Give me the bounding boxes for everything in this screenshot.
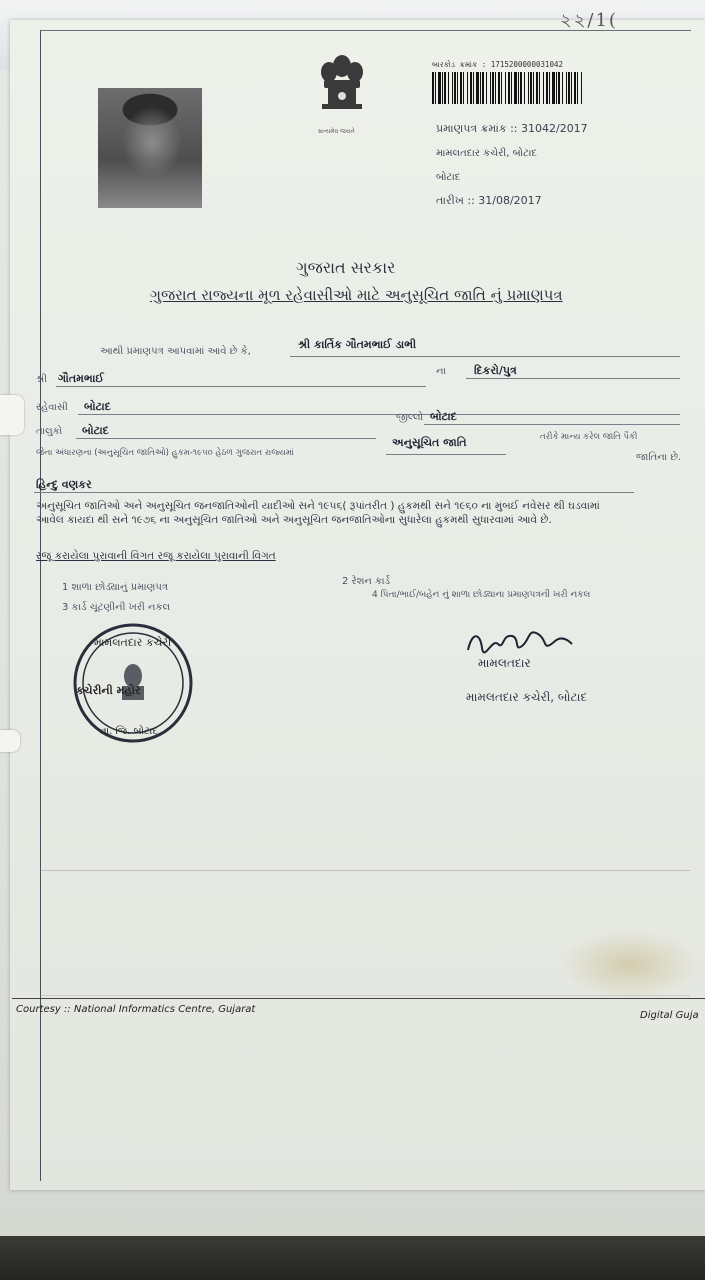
barcode-bar [524,72,525,104]
barcode-bar [460,72,462,104]
barcode-bar [498,72,500,104]
barcode-bar [448,72,449,104]
document-item: 4 પિતા/ભાઈ/બહેન નું શાળા છોડ્યાના પ્રમાણપત્રની ખરી નકલ [372,590,591,600]
barcode-bar [546,72,548,104]
place: બોટાદ [436,172,461,183]
barcode-bar [536,72,538,104]
barcode-bar [457,72,458,104]
barcode-bar [549,72,550,104]
barcode-bar [533,72,534,104]
taluka-label: તાલુકો [36,426,63,437]
document-item: 1 શાળા છોડ્યાનું પ્રમાણપત્ર [62,582,168,593]
intro-label: આથી પ્રમાણપત્ર આપવામાં આવે છે કે, [100,346,251,357]
barcode-bar [438,72,441,104]
caste-value: હિન્દુ વણકર [36,478,92,491]
footer-divider [12,998,705,999]
barcode-bar [520,72,522,104]
fold-line [40,995,690,996]
barcode-bar [511,72,512,104]
barcode-bar [467,72,468,104]
barcode-bar [435,72,436,104]
barcode-bar [562,72,563,104]
barcode-bar [543,72,544,104]
seal-middle-text: કચેરીની મહોર [76,684,141,697]
barcode-bar [574,72,576,104]
courtesy-text: Courtesy :: National Informatics Centre, Gujarat [16,1004,256,1015]
national-emblem-icon [312,52,372,122]
fold-line [40,870,690,871]
paper-clip [0,730,20,752]
barcode-bar [470,72,472,104]
barcode-bar [495,72,496,104]
resident-label: રહેવાસી [36,402,68,413]
issue-date: તારીખ :: 31/08/2017 [436,194,542,207]
barcode-bar [463,72,464,104]
father-name: ગૌતમભાઈ [58,372,104,385]
document-item: 2 રેશન કાર્ડ [342,576,391,587]
barcode-bar [432,72,434,104]
document-subtitle: ગુજરાત રાજ્યના મૂળ રહેવાસીઓ માટે અનુસૂચિત જાતિ નું પ્રમાણપત્ર [150,286,563,304]
underline [424,424,680,425]
emblem-caption: સત્યમેવ જયતે [318,128,355,135]
barcode-bar [492,72,494,104]
issuing-office: મામલતદાર કચેરી, બોટાદ [436,148,537,159]
document-title: ગુજરાત સરકાર [296,258,396,277]
barcode-bar [480,72,481,104]
underline [76,438,376,439]
bottom-surface [0,1236,705,1280]
documents-heading: રજૂ કરાયેલા પુરાવાની વિગત રજૂ કરાયેલા પુરાવાની વિગત [36,550,276,562]
underline [34,492,634,493]
father-prefix: શ્રી [36,374,48,385]
barcode-bar [476,72,479,104]
document-item: 3 કાર્ડ ચૂંટણીની ખરી નકલ [62,602,171,613]
barcode-bar [568,72,570,104]
certificate-number: પ્રમાણપત્ર ક્રમાંક :: 31042/2017 [436,122,588,135]
underline [56,386,426,387]
district-label: જીલ્લો [396,412,424,423]
paper-stain [560,930,700,1000]
taluka-value: બોટાદ [82,424,109,437]
barcode-bar [530,72,532,104]
barcode-bar [518,72,519,104]
barcode-bar [514,72,517,104]
barcode-bar [444,72,446,104]
underline [466,378,680,379]
barcode [432,72,584,104]
barcode-number: બારકોડ ક્રમાંક : 1715200000031042 [432,60,564,69]
digital-gujarat-text: Digital Guja [640,1010,699,1021]
underline [386,454,506,455]
barcode-bar [454,72,456,104]
barcode-bar [539,72,540,104]
recognized-text: તરીકે માન્ય કરેલ જાતિ પૈકી [540,432,638,442]
seal-bottom-text: તા. જિ. બોટાદ [100,726,158,737]
category-value: અનુસૂચિત જાતિ [392,436,467,449]
barcode-bar [577,72,578,104]
caste-suffix: જાતિના છે. [636,452,682,463]
barcode-bar [581,72,582,104]
barcode-bar [552,72,555,104]
legal-paragraph-line2: આવેલ કાયદા થી સને ૧૯૭૬ ના અનુસૂચિત જાતિઓ અને અનુસૂચિત જનજાતિઓના સુધારેલા હુકમથી સુધારવામાં આવે છે. [36,514,552,526]
relation-value: દિકરો/પુત્ર [474,364,517,377]
barcode-bar [486,72,487,104]
district-value: બોટાદ [430,410,457,423]
barcode-bar [490,72,491,104]
underline [290,356,680,357]
legal-paragraph-line1: અનુસૂચિત જાતિઓ અને અનુસૂચિત જનજાતિઓની યાદીઓ સને ૧૯૫૬( રૂપાંતરીત ) હુકમથી સને ૧૯૬૦ ના મુંબઈ નવેસર થી ઘડવામાં [36,500,600,512]
barcode-bar [442,72,443,104]
barcode-bar [482,72,484,104]
paper-clip [0,395,24,435]
issuing-office-footer: મામલતદાર કચેરી, બોટાદ [466,690,588,704]
barcode-bar [571,72,572,104]
barcode-bar [501,72,502,104]
seal-top-text: મામલતદાર કચેરી [94,636,172,649]
barcode-bar [556,72,557,104]
handwritten-number: ২২/1( [560,10,618,31]
underline [78,414,680,415]
order-text: જેના અંધારણના (અનુસૂચિત જાતિઓ) હુકમ-૧૯૫૦ હેઠળ ગુજરાત રાજ્યમાં [36,448,294,458]
barcode-bar [508,72,510,104]
barcode-bar [528,72,529,104]
relation-label: ના [436,366,446,377]
barcode-bar [473,72,474,104]
barcode-bar [452,72,453,104]
barcode-bar [505,72,506,104]
barcode-bar [558,72,560,104]
applicant-photo [98,88,202,208]
holder-name: શ્રી કાર્તિક ગૌતમભાઈ ડાભી [298,338,417,351]
barcode-bar [566,72,567,104]
resident-value: બોટાદ [84,400,111,413]
signature-title: મામલતદાર [478,656,531,670]
